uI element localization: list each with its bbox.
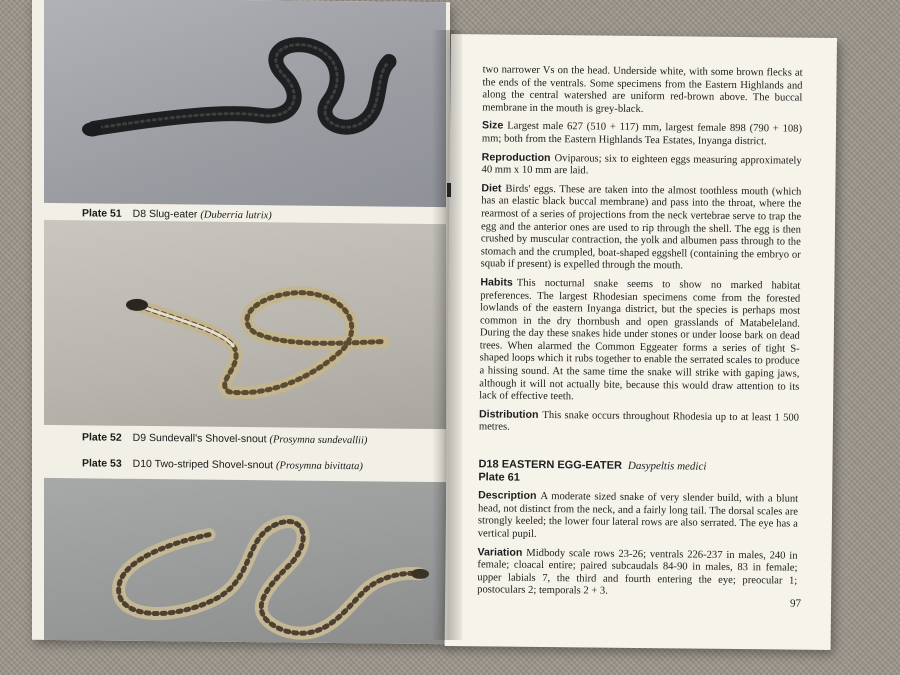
description-text: A moderate sized snake of very slender build, with a blunt head, not distinct from the neck, and a fairly long tail. The dorsal scales are strongly keeled; the lower four lateral rows are also serrated. The eye has a vertical pupil. — [477, 491, 799, 540]
book-gutter — [432, 30, 462, 640]
size-paragraph — [482, 120, 802, 150]
section-plate-ref: Plate 61 — [478, 470, 521, 484]
intro-paragraph: two narrower Vs on the head. Underside white, with some brown flecks at the ends of the ventrals. Some specimens from the Eastern Highlands and along the central watershed are uniform red-brown above. The buccal membrane in the mouth is grey-black. — [482, 64, 803, 115]
plate-51-common-name: Slug-eater — [148, 208, 198, 221]
variation-paragraph — [477, 546, 798, 601]
plate-52-label: Plate 52 — [82, 431, 122, 444]
variation-heading: Variation — [477, 545, 523, 559]
diet-paragraph — [481, 182, 802, 275]
plate-53-latin-name: (Prosymna bivittata) — [276, 460, 363, 473]
reproduction-heading: Reproduction — [481, 150, 551, 164]
section-title-text: D18 EASTERN EGG-EATER — [478, 458, 622, 472]
reproduction-paragraph — [482, 151, 802, 181]
distribution-heading: Distribution — [478, 408, 539, 421]
slug-eater-snake-image — [44, 0, 446, 207]
species-text — [477, 64, 803, 605]
diet-text: Birds' eggs. These are taken into the almost toothless mouth (which has an elastic black buccal membrane) and pass into the throat, where the rearmost of a series of projections from the neck vertebrae serve to trap the egg and the anterior ones are used to rip through the shell. The egg is then crushed by muscular contraction, the yolk and albumen pass through to the stomach and the crumpled, boat-shaped eggshell (containing the embryo or squab if present) is expelled through the mouth. — [480, 183, 802, 272]
plate-52-photo — [44, 220, 446, 429]
plate-52-code: D9 — [132, 431, 147, 445]
habits-heading: Habits — [480, 276, 513, 289]
plate-53-photo — [44, 478, 446, 644]
habits-paragraph — [479, 276, 800, 406]
plate-51-code: D8 — [132, 207, 147, 221]
distribution-paragraph — [479, 408, 799, 438]
page-number: 97 — [789, 597, 802, 610]
plate-53-common-name: Two-striped Shovel-snout — [154, 458, 274, 472]
distribution-text: This snake occurs throughout Rhodesia up to at least 1 500 metres. — [478, 409, 800, 434]
description-paragraph — [478, 490, 799, 545]
plate-52-latin-name: (Prosymna sundevallii) — [269, 434, 368, 447]
plate-51-label: Plate 51 — [82, 207, 122, 220]
size-text: Largest male 627 (510 + 117) mm, largest female 898 (790 + 108) mm; both from the Eastern Highlands Tea Estates, Inyanga district. — [481, 120, 803, 148]
variation-text: Midbody scale rows 23-26; ventrals 226-237 in males, 240 in female; cloacal entire; paired subcaudals 84-90 in males, 83 in female; upper labials 7, the third and fourth entering the eye; preocular 1; postoculars 2; temporals 2 + 3. — [477, 547, 798, 598]
habits-text: This nocturnal snake seems to show no marked habitat preferences. The largest Rhodesian specimens come from the forested lowlands of the eastern Inyanga district, but the species is perhaps most common in the dry thornbush and open grasslands of Matabeleland. During the day these snakes hide under stones or under loose bark on dead trees. When alarmed the Common Eggeater forms a series of tight S-shaped loops which it rubs together to enable the serrated scales to produce a hissing sound. At the same time the snake will strike with gaping jaws, although it will not actually bite, because this would draw attention to its lack of effective teeth. — [479, 277, 801, 403]
bookmark — [447, 183, 451, 197]
plate-53-code: D10 — [132, 457, 152, 471]
plate-51-photo — [44, 0, 446, 207]
description-heading: Description — [478, 489, 537, 503]
plate-52-caption — [82, 431, 367, 446]
two-striped-shovel-snout-image — [44, 478, 446, 644]
plate-51-caption — [82, 207, 272, 221]
plate-53-caption — [82, 457, 363, 472]
sundevalls-shovel-snout-image — [44, 220, 446, 429]
reproduction-text: Oviparous; six to eighteen eggs measuring approximately 40 mm x 10 mm are laid. — [481, 152, 802, 177]
right-page — [445, 34, 837, 650]
left-page — [32, 0, 450, 644]
plate-51-latin-name: (Duberria lutrix) — [200, 209, 272, 222]
section-latin-name: Dasypeltis medici — [627, 459, 707, 473]
diet-heading: Diet — [481, 182, 502, 195]
plate-52-common-name: Sundevall's Shovel-snout — [148, 432, 267, 446]
plate-53-label: Plate 53 — [82, 457, 122, 470]
size-heading: Size — [481, 119, 504, 132]
